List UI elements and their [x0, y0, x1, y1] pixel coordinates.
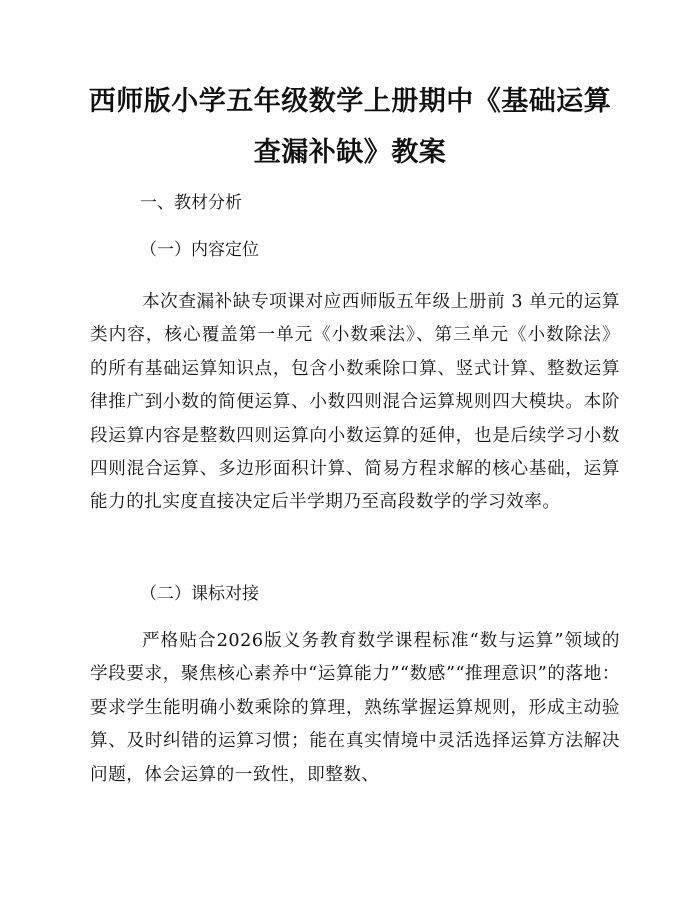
- paragraph-curriculum-standard: 严格贴合2026版义务教育数学课程标准“数与运算”领域的学段要求，聚焦核心素养中“运算能力”“数感”“推理意识”的落地：要求学生能明确小数乘除的算理，熟练掌握运算规则，形成主动验算、及时纠错的运算习惯；能在真实情境中灵活选择运算方法解决问题，体会运算的一致性，即整数、: [90, 631, 620, 785]
- subsection-heading-curriculum-standard: （二）课标对接: [140, 584, 259, 604]
- document-title-line-2: 查漏补缺》教案: [253, 137, 447, 168]
- paragraph-content-positioning: 本次查漏补缺专项课对应西师版五年级上册前 3 单元的运算类内容，核心覆盖第一单元《小数乘法》、第三单元《小数除法》的所有基础运算知识点，包含小数乘除口算、竖式计算、整数运算律推广到小数的简便运算、小数四则混合运算规则四大模块。本阶段运算内容是整数四则运算向小数运算的延伸，也是后续学习小数四则混合运算、多边形面积计算、简易方程求解的核心基础，运算能力的扎实度直接决定后半学期乃至高段数学的学习效率。: [90, 292, 620, 513]
- section-heading-textbook-analysis: 一、教材分析: [140, 193, 242, 213]
- subsection-heading-content-positioning: （一）内容定位: [140, 240, 259, 260]
- document-title-line-1: 西师版小学五年级数学上册期中《基础运算: [88, 86, 612, 117]
